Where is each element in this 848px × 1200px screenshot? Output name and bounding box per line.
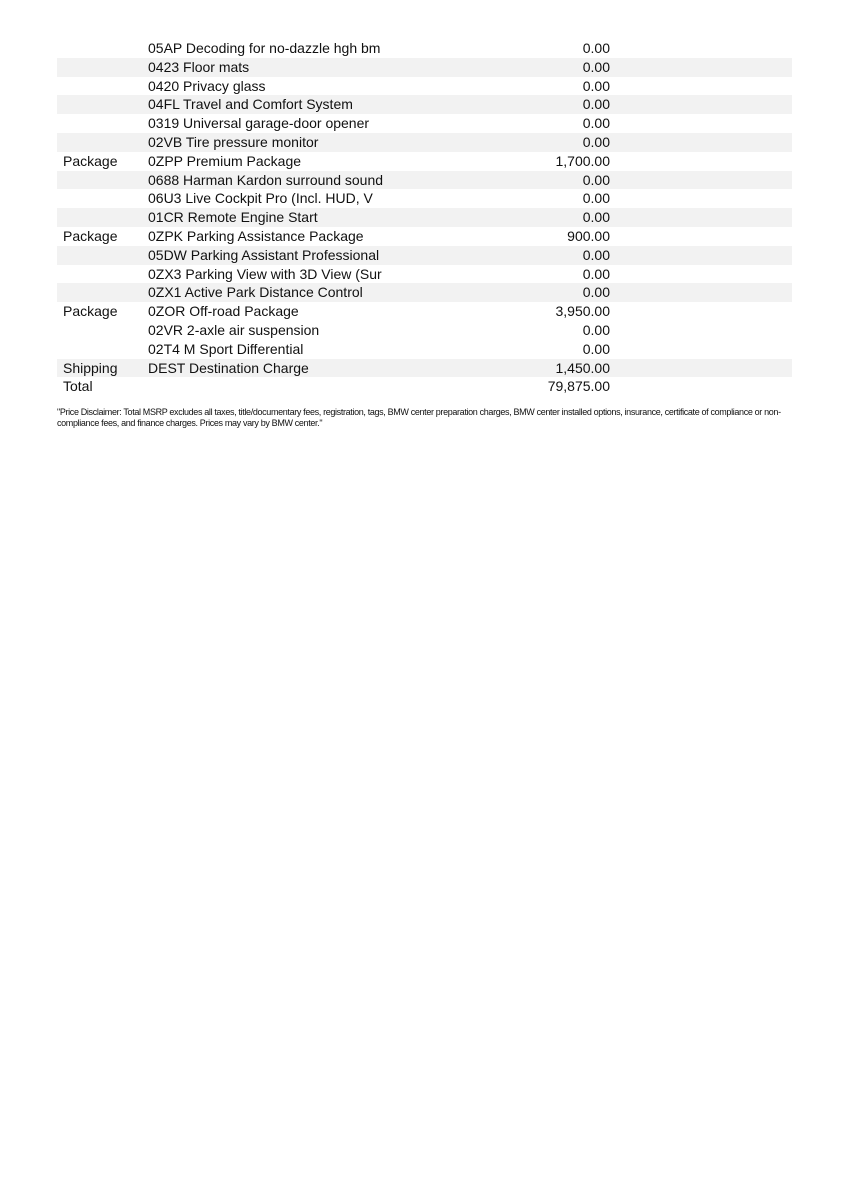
row-spacer: [610, 133, 792, 152]
row-price: 0.00: [468, 171, 610, 190]
row-description: 0423 Floor mats: [142, 58, 468, 77]
row-price: 0.00: [582, 40, 610, 56]
row-price: 900.00: [567, 227, 610, 244]
row-category: [57, 77, 142, 96]
table-row: [57, 265, 792, 284]
row-category: [57, 171, 142, 190]
row-description: 0420 Privacy glass: [148, 77, 266, 94]
row-price: 0.00: [582, 115, 610, 132]
row-price: 0.00: [468, 95, 610, 114]
row-category: [57, 39, 142, 58]
table-row: [57, 133, 792, 152]
row-category: Shipping: [57, 359, 142, 378]
row-price: 1,450.00: [468, 359, 610, 378]
row-category: [57, 283, 142, 302]
row-description: 04FL Travel and Comfort System: [142, 95, 468, 114]
row-description: 05AP Decoding for no-dazzle hgh bm: [148, 40, 381, 56]
row-category: [57, 114, 142, 133]
row-spacer: [610, 208, 792, 227]
row-description: 02VB Tire pressure monitor: [142, 133, 468, 152]
row-description: 0319 Universal garage-door opener: [148, 115, 370, 132]
row-spacer: [610, 265, 792, 284]
row-spacer: [610, 39, 792, 58]
row-spacer: [610, 321, 792, 340]
row-spacer: [610, 171, 792, 190]
row-price: 0.00: [468, 208, 610, 227]
row-price: 0.00: [468, 133, 610, 152]
row-price: 0.00: [582, 321, 610, 338]
row-description: 02VR 2-axle air suspension: [148, 321, 320, 338]
price-disclaimer: "Price Disclaimer: Total MSRP excludes all taxes, title/documentary fees, registration, tags, BMW center preparation charges, BMW center installed options, insurance, certificate of compliance or non-compliance fees, and finance charges. Prices may vary by BMW center.": [57, 407, 781, 428]
table-row: [57, 171, 792, 190]
table-row: [57, 39, 792, 58]
row-spacer: [610, 114, 792, 133]
total-price: 79,875.00: [547, 378, 610, 395]
row-price: 0.00: [468, 283, 610, 302]
table-row: [57, 246, 792, 265]
row-spacer: [610, 302, 792, 321]
total-label: Total: [63, 378, 93, 395]
table-row: [57, 321, 792, 340]
row-description: DEST Destination Charge: [142, 359, 468, 378]
row-description: 0ZOR Off-road Package: [148, 303, 299, 320]
row-spacer: [610, 227, 792, 246]
table-row: [57, 359, 792, 378]
total-row: [57, 377, 792, 396]
row-description: 0ZPK Parking Assistance Package: [148, 227, 364, 244]
row-spacer: [610, 246, 792, 265]
row-description: 0ZPP Premium Package: [148, 152, 302, 169]
row-description: 02T4 M Sport Differential: [148, 340, 304, 357]
table-row: [57, 208, 792, 227]
row-category: Package: [63, 227, 118, 244]
row-category: [57, 208, 142, 227]
table-row: [57, 58, 792, 77]
row-spacer: [610, 283, 792, 302]
price-breakdown-table: [57, 39, 792, 396]
row-price: 1,700.00: [555, 152, 610, 169]
row-spacer: [610, 377, 792, 396]
row-price: 3,950.00: [555, 303, 610, 320]
row-category: Package: [63, 152, 118, 169]
row-price: 0.00: [582, 190, 610, 207]
row-category: [57, 189, 142, 208]
row-spacer: [610, 95, 792, 114]
row-category: [57, 95, 142, 114]
table-row: [57, 95, 792, 114]
row-category: [57, 265, 142, 284]
table-row: [57, 302, 792, 321]
row-description: 0ZX1 Active Park Distance Control: [142, 283, 468, 302]
row-price: 0.00: [582, 77, 610, 94]
table-row: [57, 340, 792, 359]
row-description: 01CR Remote Engine Start: [142, 208, 468, 227]
table-row: [57, 77, 792, 96]
row-description: [142, 377, 468, 396]
row-category: [57, 340, 142, 359]
row-spacer: [610, 58, 792, 77]
row-description: 06U3 Live Cockpit Pro (Incl. HUD, V: [148, 190, 373, 207]
row-spacer: [610, 77, 792, 96]
row-price: 0.00: [468, 246, 610, 265]
row-spacer: [610, 359, 792, 378]
row-description: 0ZX3 Parking View with 3D View (Sur: [148, 265, 382, 282]
row-category: [57, 246, 142, 265]
row-price: 0.00: [582, 265, 610, 282]
table-row: [57, 152, 792, 171]
row-price: 0.00: [468, 58, 610, 77]
table-row: [57, 227, 792, 246]
row-spacer: [610, 189, 792, 208]
row-spacer: [610, 152, 792, 171]
row-spacer: [610, 340, 792, 359]
table-row: [57, 189, 792, 208]
table-row: [57, 114, 792, 133]
row-description: 0688 Harman Kardon surround sound: [142, 171, 468, 190]
row-price: 0.00: [582, 340, 610, 357]
row-category: [57, 133, 142, 152]
row-category: [57, 58, 142, 77]
row-category: Package: [63, 303, 118, 320]
table-row: [57, 283, 792, 302]
row-description: 05DW Parking Assistant Professional: [142, 246, 468, 265]
row-category: [57, 321, 142, 340]
